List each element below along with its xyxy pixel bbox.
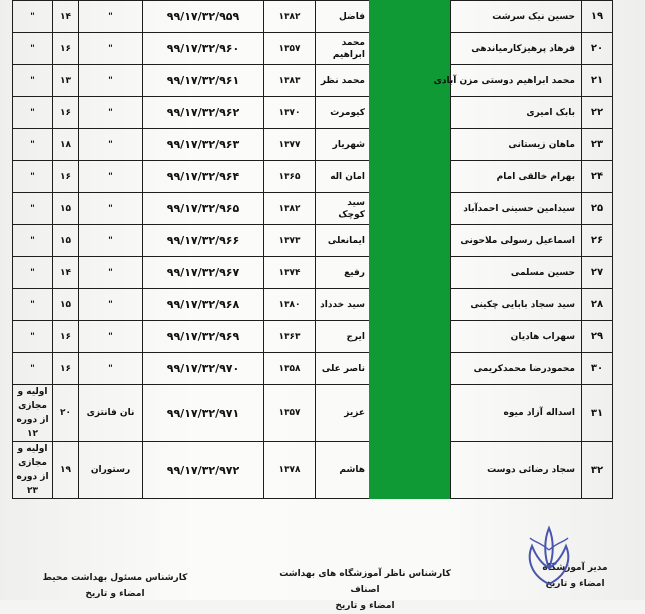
birth-year: ۱۳۷۳: [264, 225, 316, 257]
note: ": [13, 65, 53, 97]
certificate-number: ۹۹/۱۷/۳۲/۹۶۵: [143, 193, 264, 225]
trainee-table-body: [13, 1, 613, 499]
age: ۱۴: [53, 257, 79, 289]
occupation: نان فانتزی: [79, 385, 143, 442]
signature-subtitle: امضاء و تاریخ: [85, 589, 145, 599]
birth-year: ۱۳۶۳: [264, 321, 316, 353]
father-name: هاشم: [316, 442, 370, 499]
age: ۱۸: [53, 129, 79, 161]
father-name: سید خدداد: [316, 289, 370, 321]
birth-year: ۱۳۷۰: [264, 97, 316, 129]
redacted-cell: [370, 97, 451, 129]
occupation: رستوران: [79, 442, 143, 499]
age: ۱۶: [53, 97, 79, 129]
full-name: حسین مسلمی: [451, 257, 582, 289]
row-number: ۲۶: [582, 225, 613, 257]
full-name: ماهان زیستانی: [451, 129, 582, 161]
father-name: محمد ابراهیم: [316, 33, 370, 65]
occupation: ": [79, 97, 143, 129]
occupation: ": [79, 257, 143, 289]
redacted-cell: [370, 129, 451, 161]
certificate-number: ۹۹/۱۷/۳۲/۹۶۴: [143, 161, 264, 193]
table-row: [13, 129, 613, 161]
age: ۱۳: [53, 65, 79, 97]
occupation: ": [79, 161, 143, 193]
birth-year: ۱۳۶۵: [264, 161, 316, 193]
note: ": [13, 289, 53, 321]
certificate-number: ۹۹/۱۷/۳۲/۹۶۸: [143, 289, 264, 321]
occupation: ": [79, 321, 143, 353]
father-name: ایرج: [316, 321, 370, 353]
table-row: [13, 33, 613, 65]
certificate-number: ۹۹/۱۷/۳۲/۹۷۲: [143, 442, 264, 499]
age: ۱۹: [53, 442, 79, 499]
ink-stamp-logo: [522, 520, 576, 590]
certificate-number: ۹۹/۱۷/۳۲/۹۷۰: [143, 353, 264, 385]
certificate-number: ۹۹/۱۷/۳۲/۹۶۲: [143, 97, 264, 129]
redacted-cell: [370, 161, 451, 193]
full-name: حسین نیک سرشت: [451, 1, 582, 33]
birth-year: ۱۳۸۲: [264, 1, 316, 33]
note: اولیه و مجازی از دوره ۱۲: [13, 385, 53, 442]
note: ": [13, 161, 53, 193]
note: ": [13, 225, 53, 257]
table-row: [13, 97, 613, 129]
note: ": [13, 97, 53, 129]
birth-year: ۱۳۸۰: [264, 289, 316, 321]
signature-subtitle: امضاء و تاریخ: [545, 579, 605, 589]
occupation: ": [79, 225, 143, 257]
table-row: [13, 289, 613, 321]
row-number: ۱۹: [582, 1, 613, 33]
full-name: سیدامین حسینی احمدآباد: [451, 193, 582, 225]
note: ": [13, 33, 53, 65]
row-number: ۲۲: [582, 97, 613, 129]
age: ۱۵: [53, 193, 79, 225]
table-row: [13, 385, 613, 442]
table-row: [13, 225, 613, 257]
full-name: سجاد رضائی دوست: [451, 442, 582, 499]
certificate-number: ۹۹/۱۷/۳۲/۹۶۱: [143, 65, 264, 97]
full-name: سهراب هادیان: [451, 321, 582, 353]
full-name: فرهاد پرهیزکارمیاندهی: [451, 33, 582, 65]
birth-year: ۱۳۸۲: [264, 193, 316, 225]
row-number: ۲۳: [582, 129, 613, 161]
age: ۲۰: [53, 385, 79, 442]
age: ۱۶: [53, 161, 79, 193]
birth-year: ۱۳۷۸: [264, 442, 316, 499]
full-name: بهرام خالقی امام: [451, 161, 582, 193]
father-name: کیومرث: [316, 97, 370, 129]
certificate-number: ۹۹/۱۷/۳۲/۹۶۰: [143, 33, 264, 65]
father-name: ایمانعلی: [316, 225, 370, 257]
age: ۱۶: [53, 321, 79, 353]
full-name: اسماعیل رسولی ملاحونی: [451, 225, 582, 257]
signature-title: کارشناس ناظر آموزشگاه های بهداشت اصناف: [279, 569, 451, 595]
birth-year: ۱۳۵۸: [264, 353, 316, 385]
row-number: ۲۴: [582, 161, 613, 193]
occupation: ": [79, 289, 143, 321]
trainee-table: [12, 0, 613, 499]
age: ۱۶: [53, 33, 79, 65]
age: ۱۶: [53, 353, 79, 385]
note: ": [13, 193, 53, 225]
occupation: ": [79, 353, 143, 385]
signature-block-env-health: [40, 570, 190, 602]
father-name: امان اله: [316, 161, 370, 193]
father-name: محمد نظر: [316, 65, 370, 97]
father-name: فاضل: [316, 1, 370, 33]
row-number: ۲۵: [582, 193, 613, 225]
father-name: رفیع: [316, 257, 370, 289]
table-row: [13, 321, 613, 353]
note: ": [13, 257, 53, 289]
full-name: اسداله آزاد میوه: [451, 385, 582, 442]
certificate-number: ۹۹/۱۷/۳۲/۹۶۳: [143, 129, 264, 161]
redacted-cell: [370, 193, 451, 225]
full-name: محمودرضا محمدکریمی: [451, 353, 582, 385]
note: ": [13, 129, 53, 161]
occupation: ": [79, 65, 143, 97]
note: ": [13, 321, 53, 353]
age: ۱۴: [53, 1, 79, 33]
redacted-cell: [370, 353, 451, 385]
birth-year: ۱۳۷۴: [264, 257, 316, 289]
table-row: [13, 65, 613, 97]
birth-year: ۱۳۸۳: [264, 65, 316, 97]
signature-title: کارشناس مسئول بهداشت محیط: [42, 573, 188, 583]
table-row: [13, 257, 613, 289]
signature-subtitle: امضاء و تاریخ: [335, 601, 395, 611]
table-row: [13, 353, 613, 385]
occupation: ": [79, 193, 143, 225]
father-name: شهریار: [316, 129, 370, 161]
certificate-number: ۹۹/۱۷/۳۲/۹۷۱: [143, 385, 264, 442]
row-number: ۲۷: [582, 257, 613, 289]
certificate-number: ۹۹/۱۷/۳۲/۹۵۹: [143, 1, 264, 33]
redacted-cell: [370, 257, 451, 289]
age: ۱۵: [53, 225, 79, 257]
certificate-number: ۹۹/۱۷/۳۲/۹۶۷: [143, 257, 264, 289]
certificate-number: ۹۹/۱۷/۳۲/۹۶۹: [143, 321, 264, 353]
occupation: ": [79, 33, 143, 65]
birth-year: ۱۳۷۷: [264, 129, 316, 161]
certificate-number: ۹۹/۱۷/۳۲/۹۶۶: [143, 225, 264, 257]
redacted-cell: [370, 225, 451, 257]
redacted-cell: [370, 442, 451, 499]
row-number: ۲۹: [582, 321, 613, 353]
signature-block-supervisor: [265, 566, 465, 614]
row-number: ۳۱: [582, 385, 613, 442]
table-row: [13, 442, 613, 499]
age: ۱۵: [53, 289, 79, 321]
occupation: ": [79, 1, 143, 33]
redacted-cell: [370, 321, 451, 353]
redacted-cell: [370, 385, 451, 442]
redacted-cell: [370, 289, 451, 321]
table-row: [13, 1, 613, 33]
row-number: ۳۰: [582, 353, 613, 385]
redacted-cell: [370, 33, 451, 65]
row-number: ۳۲: [582, 442, 613, 499]
full-name: سید سجاد بابایی چکینی: [451, 289, 582, 321]
full-name: محمد ابراهیم دوستی مزن آبادی: [451, 65, 582, 97]
signature-title: مدیر آموزشگاه: [542, 563, 608, 573]
father-name: ناصر علی: [316, 353, 370, 385]
note: اولیه و مجازی از دوره ۲۳: [13, 442, 53, 499]
note: ": [13, 353, 53, 385]
table-row: [13, 161, 613, 193]
birth-year: ۱۳۵۷: [264, 385, 316, 442]
row-number: ۲۱: [582, 65, 613, 97]
row-number: ۲۰: [582, 33, 613, 65]
note: ": [13, 1, 53, 33]
row-number: ۲۸: [582, 289, 613, 321]
table-row: [13, 193, 613, 225]
father-name: عزیز: [316, 385, 370, 442]
redacted-cell: [370, 1, 451, 33]
birth-year: ۱۳۵۷: [264, 33, 316, 65]
full-name: بابک امیری: [451, 97, 582, 129]
father-name: سید کوچک: [316, 193, 370, 225]
occupation: ": [79, 129, 143, 161]
